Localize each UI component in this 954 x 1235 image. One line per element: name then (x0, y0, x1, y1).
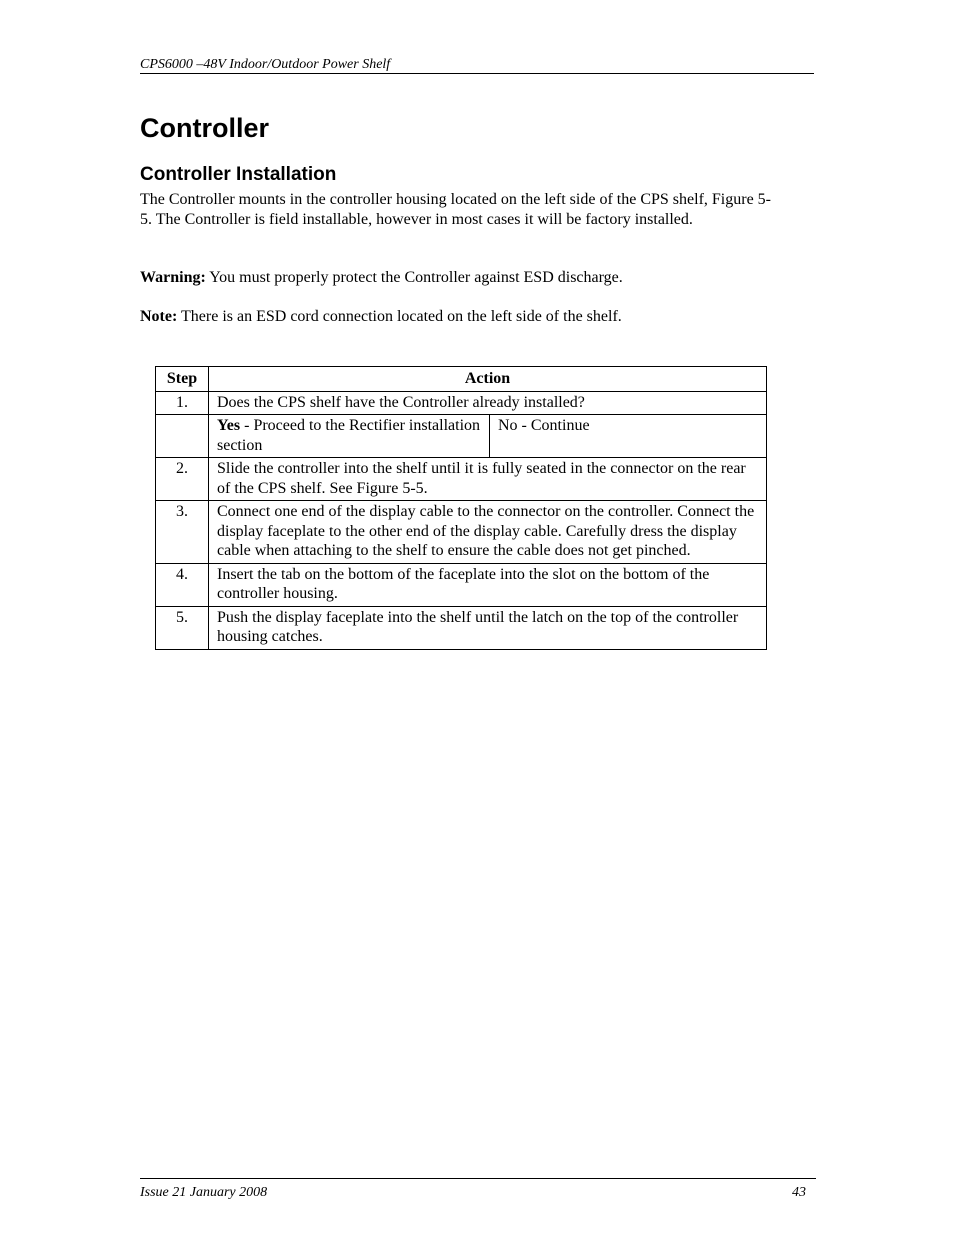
table-row (156, 563, 767, 606)
step-number-empty (156, 415, 209, 458)
step-number: 3. (156, 501, 209, 564)
warning-text: You must properly protect the Controller against ESD discharge. (205, 269, 623, 286)
yes-text: - Proceed to the Rectifier installation section (217, 417, 481, 454)
no-option: No - Continue (498, 417, 590, 434)
page-title: Controller (140, 113, 270, 143)
step-number: 4. (156, 563, 209, 606)
note-label: Note: (140, 308, 178, 325)
choice-cell (209, 415, 767, 458)
step-action: Insert the tab on the bottom of the faceplate into the slot on the bottom of the controller housing. (209, 563, 767, 606)
yes-label: Yes (217, 417, 241, 434)
note-paragraph (140, 307, 780, 327)
table-row (156, 606, 767, 649)
action-column-header: Action (209, 367, 767, 392)
footer-issue: Issue 21 January 2008 (140, 1185, 268, 1200)
intro-paragraph: The Controller mounts in the controller housing located on the left side of the CPS shelf, Figure 5-5. The Controller is field installable, however in most cases it will be factory installed. (140, 191, 771, 228)
choice-row (156, 415, 767, 458)
note-text: There is an ESD cord connection located on the left side of the shelf. (177, 308, 622, 325)
page-footer (140, 1178, 816, 1201)
step-action: Slide the controller into the shelf until it is fully seated in the connector on the rear of the CPS shelf. See Figure 5-5. (209, 458, 767, 501)
page-number: 43 (792, 1185, 806, 1200)
step-number: 5. (156, 606, 209, 649)
table-row (156, 458, 767, 501)
table-row (156, 391, 767, 415)
step-number: 1. (156, 391, 209, 415)
section-title: Controller Installation (140, 164, 337, 185)
step-action: Does the CPS shelf have the Controller already installed? (209, 391, 767, 415)
step-action: Push the display faceplate into the shelf until the latch on the top of the controller housing catches. (209, 606, 767, 649)
running-header (140, 56, 814, 74)
warning-label: Warning: (140, 269, 206, 286)
step-number: 2. (156, 458, 209, 501)
yes-option (209, 415, 490, 457)
procedure-table (155, 366, 767, 650)
warning-paragraph (140, 268, 780, 288)
table-header-row (156, 367, 767, 392)
step-column-header: Step (156, 367, 209, 392)
header-title: CPS6000 –48V Indoor/Outdoor Power Shelf (140, 57, 391, 72)
step-action: Connect one end of the display cable to the connector on the controller. Connect the display faceplate to the other end of the display cable. Carefully dress the display cable when attaching to the shelf to ensure the cable does not get pinched. (209, 501, 767, 564)
table-row (156, 501, 767, 564)
